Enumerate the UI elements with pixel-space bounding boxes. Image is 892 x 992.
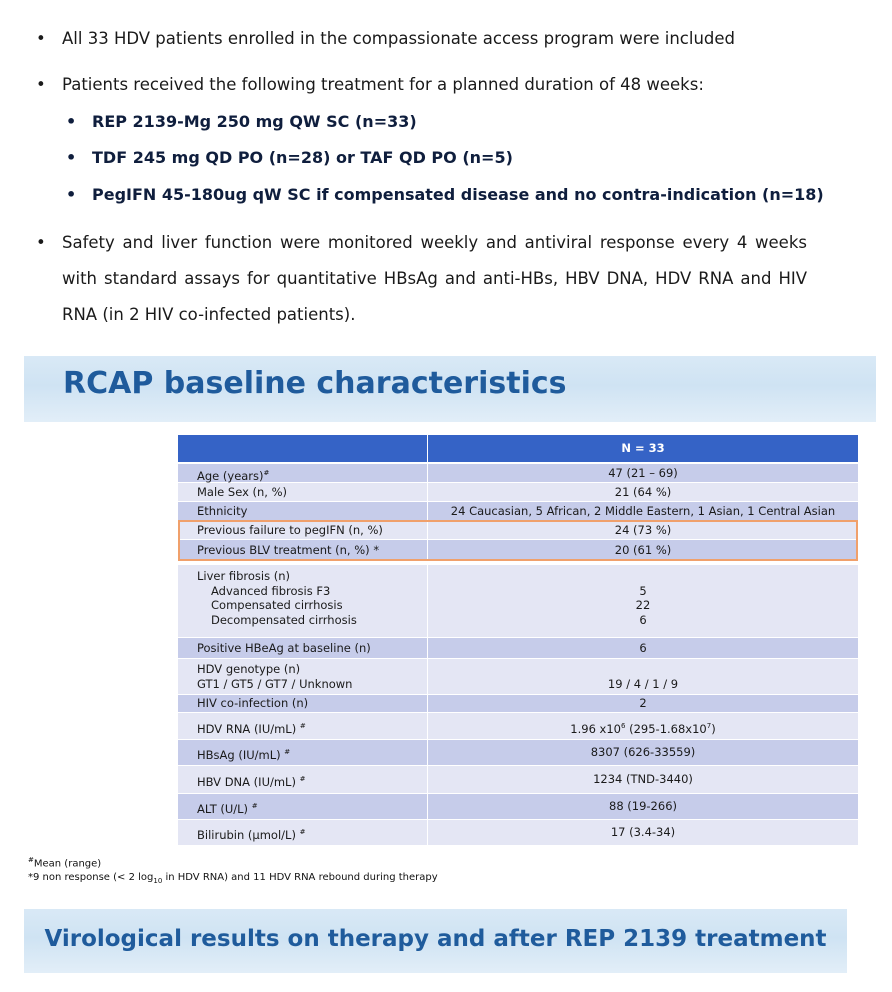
table-row-hbv-dna: HBV DNA (IU/mL) # 1234 (TND-3440) (178, 766, 858, 793)
section-title-baseline: RCAP baseline characteristics (63, 366, 567, 401)
section-banner-virological (24, 909, 847, 973)
table-row-ethnicity: Ethnicity 24 Caucasian, 5 African, 2 Middle Eastern, 1 Asian, 1 Central Asian (178, 502, 858, 520)
section-banner-baseline (24, 356, 876, 422)
footnote-mean: #Mean (range) (28, 856, 102, 870)
bullet-dot: • (66, 148, 77, 167)
table-row-genotype: HDV genotype (n) GT1 / GT5 / GT7 / Unknown 19 / 4 / 1 / 9 (178, 659, 858, 694)
bullet-enrollment: • All 33 HDV patients enrolled in the compassionate access program were included (62, 21, 807, 57)
bullet-safety: • Safety and liver function were monitored weekly and antiviral response every 4 weeks with standard assays for quantitative HBsAg and anti-HBs, HBV DNA, HDV RNA and HIV RNA (in 2 HIV co-infected patients). (62, 225, 807, 333)
bullet-treatment: • Patients received the following treatment for a planned duration of 48 weeks: (62, 67, 807, 103)
bullet-dot: • (36, 233, 46, 252)
table-row-blv: Previous BLV treatment (n, %) * 20 (61 %) (178, 540, 858, 560)
bullet-dot: • (36, 29, 46, 48)
bullet-dot: • (36, 75, 46, 94)
highlight-box (178, 520, 858, 561)
footnote-blv: *9 non response (< 2 $\log_{10}$ in HDV RNA) and 11 HDV RNA rebound during therapy (28, 872, 438, 885)
bullet-dot: • (66, 185, 77, 204)
table-row-pegifn-failure: Previous failure to pegIFN (n, %) 24 (73 %) (178, 521, 858, 539)
table-row-hiv: HIV co-infection (n) 2 (178, 695, 858, 712)
table-row-sex: Male Sex (n, %) 21 (64 %) (178, 483, 858, 501)
table-row-hbeag: Positive HBeAg at baseline (n) 6 (178, 638, 858, 658)
section-title-virological: Virological results on therapy and after REP 2139 treatment (44, 926, 827, 952)
table-row-bilirubin: Bilirubin (µmol/L) # 17 (3.4-34) (178, 820, 858, 845)
table-row-age: Age (years)# 47 (21 – 69) (178, 464, 858, 482)
table-row-hdv-rna: HDV RNA (IU/mL) # 1.96 $x10^6$ $(295-1.68x10^7)$ (178, 713, 858, 739)
sub-bullet-rep2139: • REP 2139-Mg 250 mg QW SC (n=33) (92, 104, 837, 140)
sub-bullet-tdf: • TDF 245 mg QD PO (n=28) or TAF QD PO (n=5) (92, 140, 837, 176)
table-row-hbsag: HBsAg (IU/mL) # 8307 (626-33559) (178, 740, 858, 765)
bullet-dot: • (66, 112, 77, 131)
table-row-fibrosis: Liver fibrosis (n) Advanced fibrosis F3 Compensated cirrhosis Decompensated cirrhosis 5 22 6 (178, 565, 858, 637)
table-header-row (178, 435, 858, 462)
sub-bullet-pegifn: • PegIFN 45-180ug qW SC if compensated disease and no contra-indication (n=18) (92, 177, 837, 213)
table-header-n: N = 33 (427, 435, 858, 462)
table-row-alt: ALT (U/L) # 88 (19-266) (178, 794, 858, 819)
